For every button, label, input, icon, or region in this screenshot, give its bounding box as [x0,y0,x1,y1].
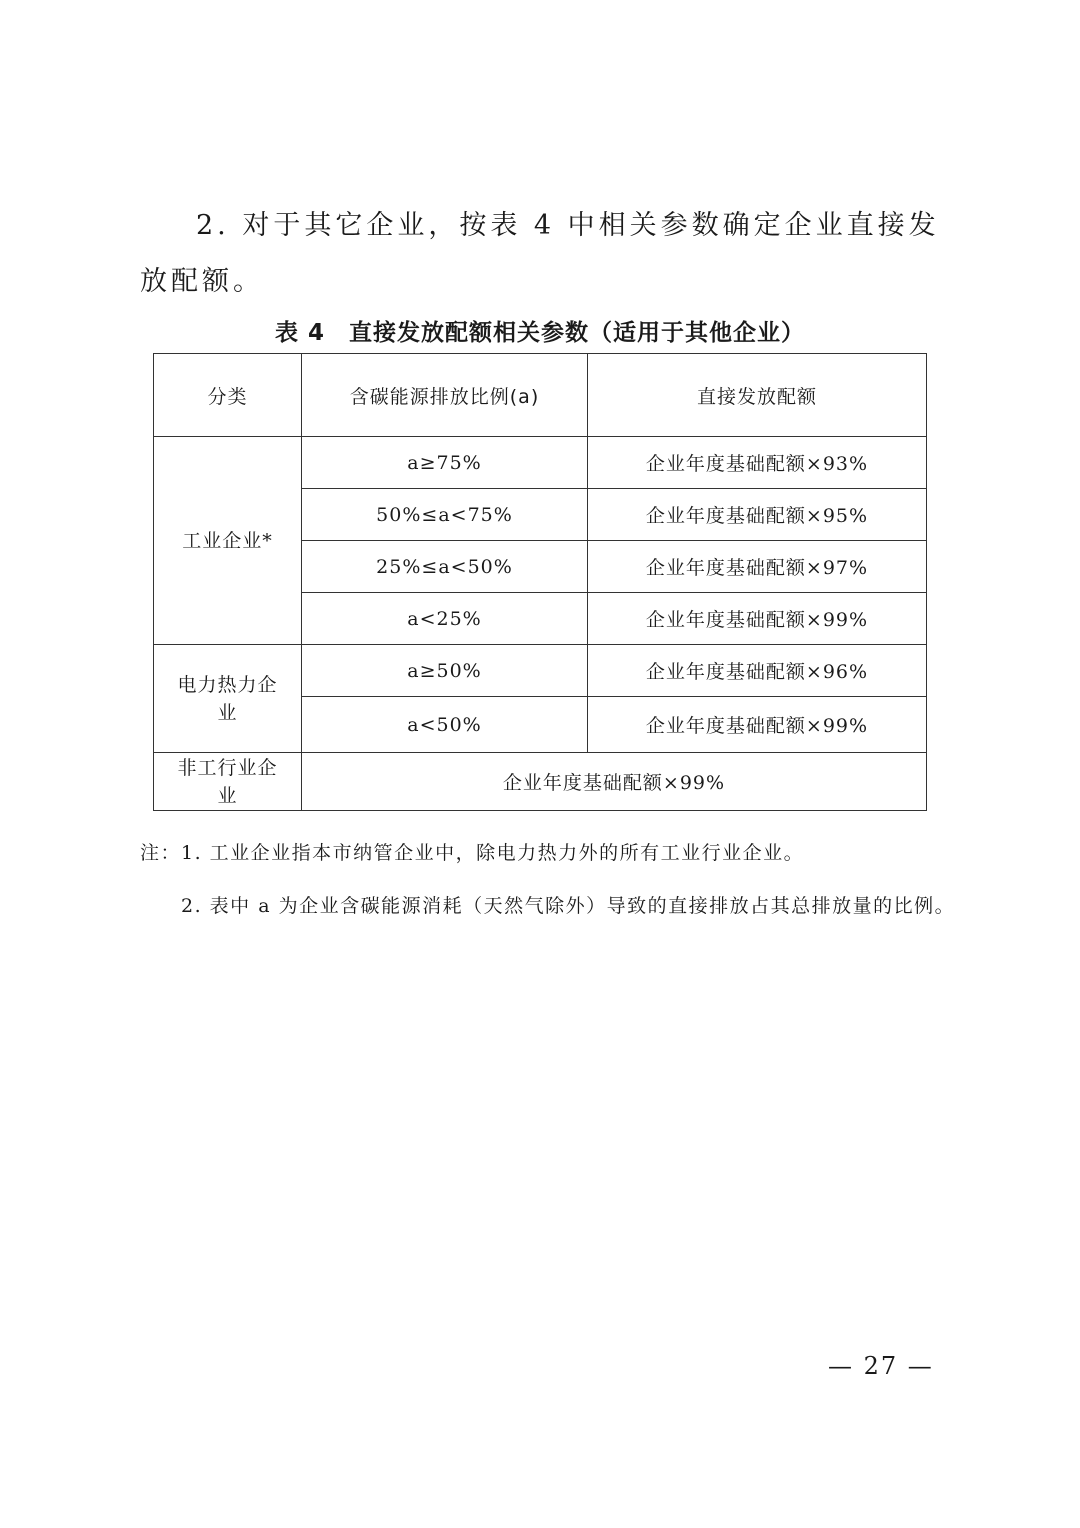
ratio-cell: 50%≤a<75% [302,489,588,541]
ratio-cell: a<25% [302,593,588,645]
quota-cell: 企业年度基础配额×96% [588,645,927,697]
quota-cell: 企业年度基础配额×99% [588,593,927,645]
table-note-1: 注：1. 工业企业指本市纳管企业中，除电力热力外的所有工业行业企业。 [140,842,805,864]
header-category: 分类 [154,354,302,437]
category-cell: 工业企业* [154,437,302,645]
quota-cell: 企业年度基础配额×93% [588,437,927,489]
table-row [154,437,927,489]
allocation-parameters-table [153,353,927,811]
table-header-row [154,354,927,437]
category-label: 电力热力企业 [177,673,278,724]
quota-cell: 企业年度基础配额×99% [588,697,927,753]
table-row [154,753,927,811]
quota-cell: 企业年度基础配额×95% [588,489,927,541]
header-quota: 直接发放配额 [588,354,927,437]
ratio-cell: a<50% [302,697,588,753]
category-cell [154,753,302,811]
header-ratio: 含碳能源排放比例(a) [302,354,588,437]
table-row [154,645,927,697]
quota-cell: 企业年度基础配额×99% [302,753,927,811]
ratio-cell: a≥75% [302,437,588,489]
ratio-cell: a≥50% [302,645,588,697]
ratio-cell: 25%≤a<50% [302,541,588,593]
page-number: — 27 — [828,1352,934,1380]
quota-cell: 企业年度基础配额×97% [588,541,927,593]
table-note-2: 2. 表中 a 为企业含碳能源消耗（天然气除外）导致的直接排放占其总排放量的比例。 [181,895,956,917]
category-cell [154,645,302,753]
category-label: 非工行业企业 [177,756,278,807]
body-paragraph: 2. 对于其它企业，按表 4 中相关参数确定企业直接发放配额。 [140,210,940,297]
table-caption: 表 4 直接发放配额相关参数（适用于其他企业） [274,320,805,346]
